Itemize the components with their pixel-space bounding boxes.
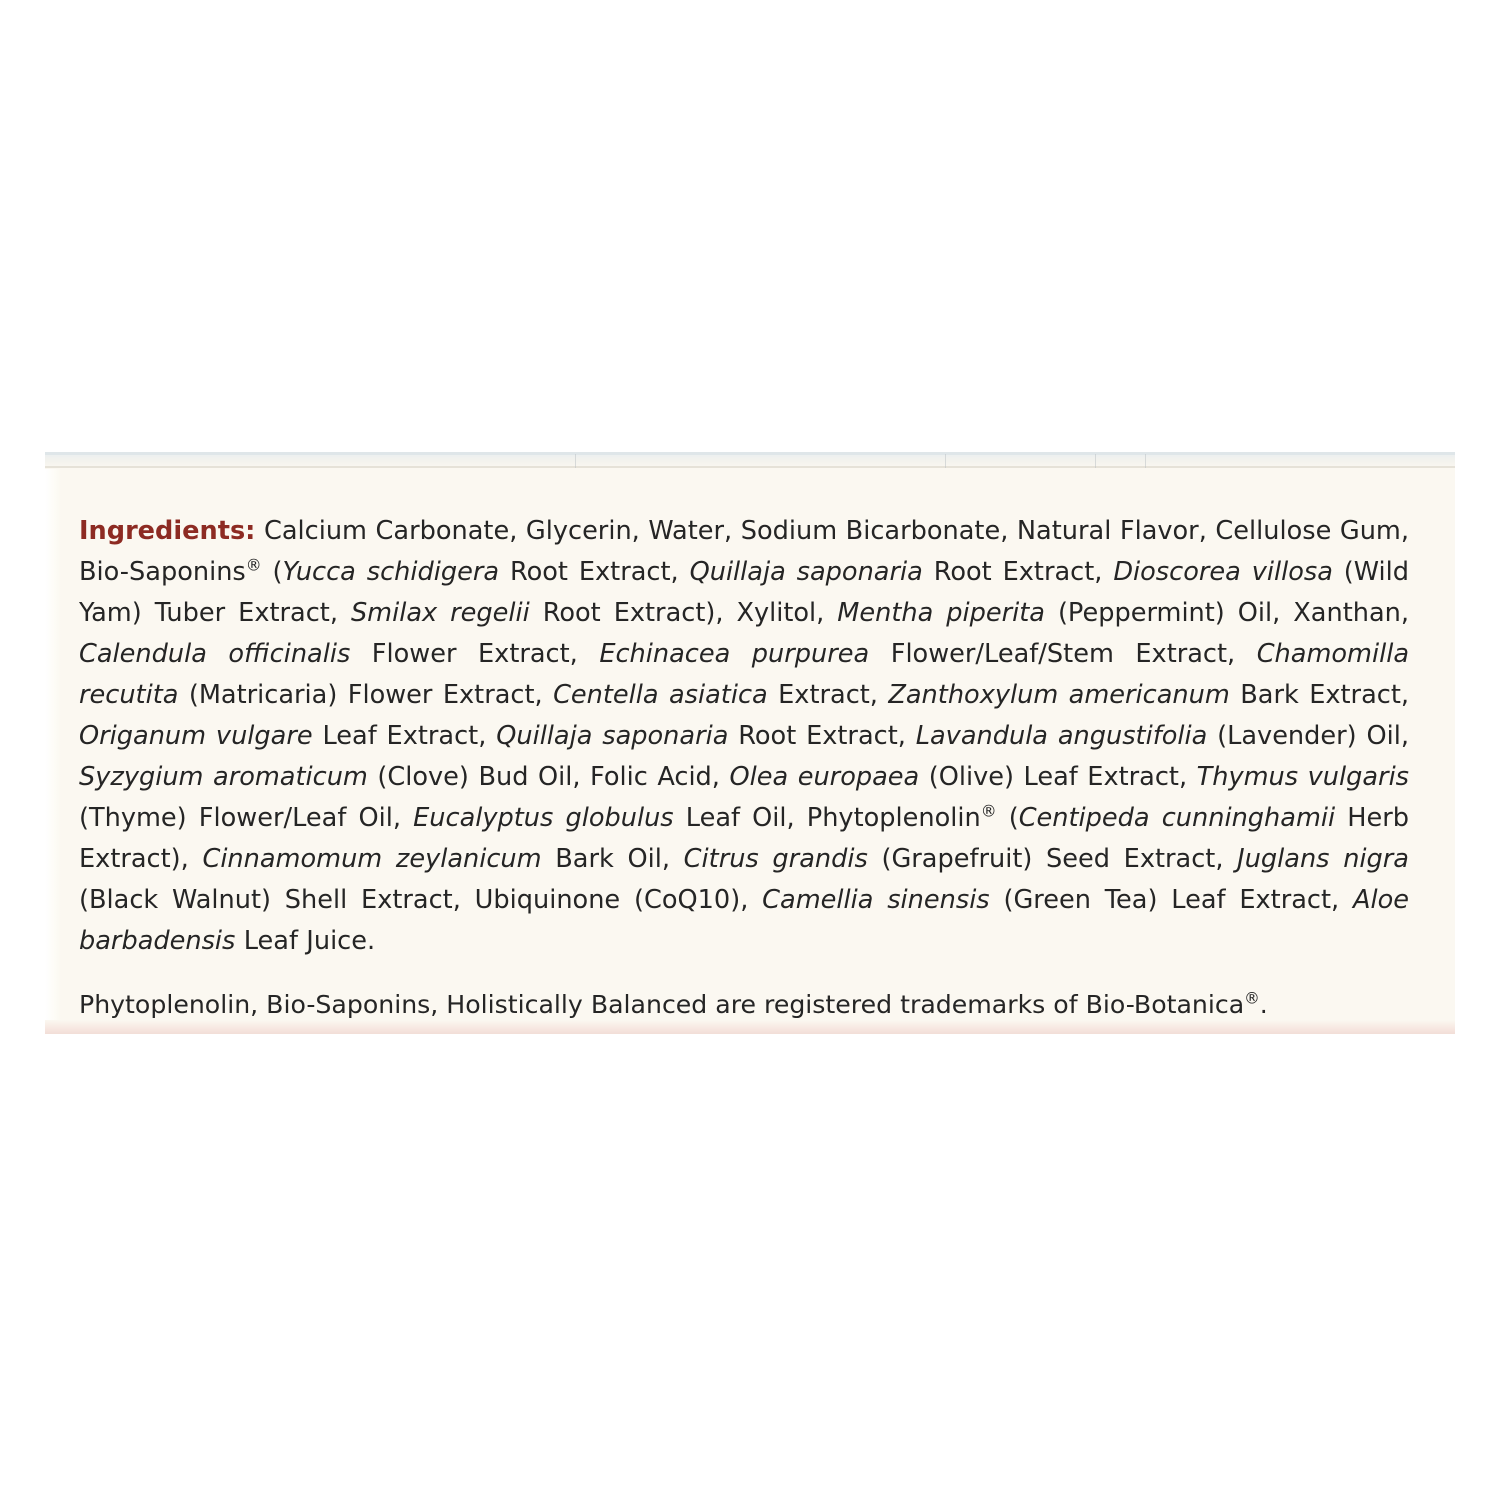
carton-crease-mark <box>1095 454 1096 468</box>
ingredients-label: Ingredients: <box>79 515 256 546</box>
panel-content <box>79 485 1409 1048</box>
carton-crease-mark <box>575 454 576 468</box>
panel-top-fold-line <box>45 466 1455 468</box>
ingredients-paragraph <box>79 511 1409 962</box>
carton-crease-mark <box>1145 454 1146 468</box>
package-ingredients-panel <box>45 452 1455 1034</box>
ingredients-list: Calcium Carbonate, Glycerin, Water, Sodium Bicarbonate, Natural Flavor, Cellulose Gum, Bio-Saponins® (Yucca schidigera Root Extract, Quillaja saponaria Root Extract, Dioscorea villosa (Wild Yam) Tuber Extract, Smilax regelii Root Extract), Xylitol, Mentha piperita (Peppermint) Oil, Xanthan, Calendula officinalis Flower Extract, Echinacea purpurea Flower/Leaf/Stem Extract, Chamomilla recutita (Matricaria) Flower Extract, Centella asiatica Extract, Zanthoxylum americanum Bark Extract, Origanum vulgare Leaf Extract, Quillaja saponaria Root Extract, Lavandula angustifolia (Lavender) Oil, Syzygium aromaticum (Clove) Bud Oil, Folic Acid, Olea europaea (Olive) Leaf Extract, Thymus vulgaris (Thyme) Flower/Leaf Oil, Eucalyptus globulus Leaf Oil, Phytoplenolin® (Centipeda cunninghamii Herb Extract), Cinnamomum zeylanicum Bark Oil, Citrus grandis (Grapefruit) Seed Extract, Juglans nigra (Black Walnut) Shell Extract, Ubiquinone (CoQ10), Camellia sinensis (Green Tea) Leaf Extract, Aloe barbadensis Leaf Juice. <box>79 515 1410 956</box>
carton-crease-mark <box>945 454 946 468</box>
panel-left-edge <box>45 452 61 1034</box>
trademark-notice: Phytoplenolin, Bio-Saponins, Holistically Balanced are registered trademarks of Bio-Botanica®. <box>79 989 1268 1020</box>
